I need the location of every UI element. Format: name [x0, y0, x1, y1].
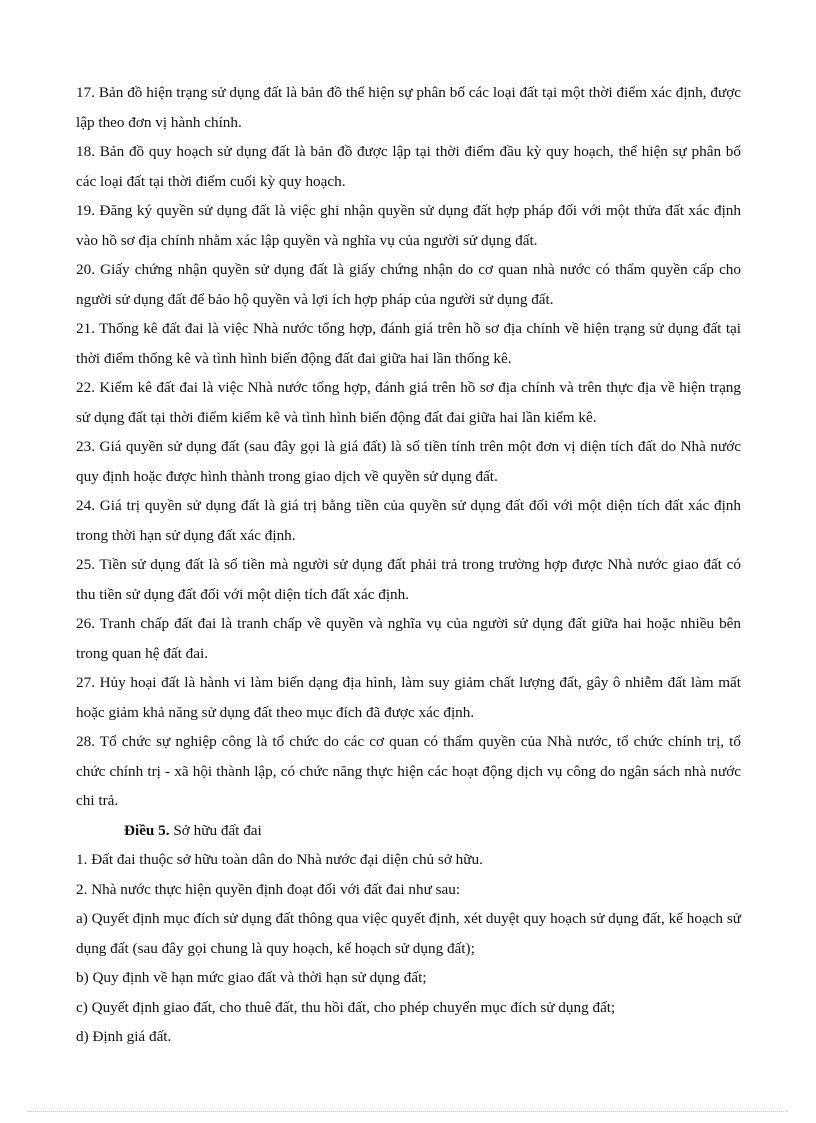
clause-2c: c) Quyết định giao đất, cho thuê đất, thu hồi đất, cho phép chuyển mục đích sử dụng đất;: [76, 998, 616, 1016]
article-5-heading: [76, 816, 741, 846]
paragraph-item-24: 24. Giá trị quyền sử dụng đất là giá trị bằng tiền của quyền sử dụng đất đối với một diện tích đất xác định trong thời hạn sử dụng đất xác định.: [76, 497, 741, 544]
paragraph-item-21: 21. Thống kê đất đai là việc Nhà nước tổng hợp, đánh giá trên hồ sơ địa chính về hiện trạng sử dụng đất tại thời điểm thống kê và tình hình biến động đất đai giữa hai lần thống kê.: [76, 320, 741, 367]
paragraph-item-23: 23. Giá quyền sử dụng đất (sau đây gọi là giá đất) là số tiền tính trên một đơn vị diện tích đất do Nhà nước quy định hoặc được hình thành trong giao dịch về quyền sử dụng đất.: [76, 438, 741, 485]
paragraph-item-25: 25. Tiền sử dụng đất là số tiền mà người sử dụng đất phải trả trong trường hợp được Nhà nước giao đất có thu tiền sử dụng đất đối với một diện tích đất xác định.: [76, 556, 741, 603]
clause-1: 1. Đất đai thuộc sở hữu toàn dân do Nhà nước đại diện chủ sở hữu.: [76, 851, 483, 868]
article-5-title: Sở hữu đất đai: [173, 821, 262, 839]
paragraph-item-22: 22. Kiểm kê đất đai là việc Nhà nước tổng hợp, đánh giá trên hồ sơ địa chính và trên thực địa về hiện trạng sử dụng đất tại thời điểm kiểm kê và tình hình biến động đất đai giữa hai lần kiểm kê.: [76, 379, 741, 426]
page-bottom-divider: [28, 1111, 788, 1112]
clause-2a: a) Quyết định mục đích sử dụng đất thông qua việc quyết định, xét duyệt quy hoạch sử dụng đất, kế hoạch sử dụng đất (sau đây gọi chung là quy hoạch, kế hoạch sử dụng đất);: [76, 910, 741, 957]
paragraph-item-27: 27. Hủy hoại đất là hành vi làm biến dạng địa hình, làm suy giảm chất lượng đất, gây ô nhiễm đất làm mất hoặc giảm khả năng sử dụng đất theo mục đích đã được xác định.: [76, 674, 741, 721]
clause-2b: b) Quy định về hạn mức giao đất và thời hạn sử dụng đất;: [76, 969, 427, 986]
clause-2: 2. Nhà nước thực hiện quyền định đoạt đối với đất đai như sau:: [76, 880, 461, 898]
paragraph-item-26: 26. Tranh chấp đất đai là tranh chấp về quyền và nghĩa vụ của người sử dụng đất giữa hai hoặc nhiều bên trong quan hệ đất đai.: [76, 615, 741, 662]
clause-2d: d) Định giá đất.: [76, 1028, 172, 1045]
document-body: [76, 78, 741, 1052]
paragraph-item-20: 20. Giấy chứng nhận quyền sử dụng đất là giấy chứng nhận do cơ quan nhà nước có thẩm quyền cấp cho người sử dụng đất để bảo hộ quyền và lợi ích hợp pháp của người sử dụng đất.: [76, 261, 741, 308]
paragraph-item-18: 18. Bản đồ quy hoạch sử dụng đất là bản đồ được lập tại thời điểm đầu kỳ quy hoạch, thể hiện sự phân bổ các loại đất tại thời điểm cuối kỳ quy hoạch.: [76, 143, 741, 190]
article-5-label: Điều 5.: [124, 821, 170, 839]
paragraph-item-17: 17. Bản đồ hiện trạng sử dụng đất là bản đồ thể hiện sự phân bố các loại đất tại một thời điểm xác định, được lập theo đơn vị hành chính.: [76, 84, 741, 131]
paragraph-item-19: 19. Đăng ký quyền sử dụng đất là việc ghi nhận quyền sử dụng đất hợp pháp đối với một thửa đất xác định vào hồ sơ địa chính nhằm xác lập quyền và nghĩa vụ của người sử dụng đất.: [76, 202, 741, 249]
paragraph-item-28: 28. Tổ chức sự nghiệp công là tổ chức do các cơ quan có thẩm quyền của Nhà nước, tổ chức chính trị, tổ chức chính trị - xã hội thành lập, có chức năng thực hiện các hoạt động dịch vụ công do ngân sách nhà nước chi trả.: [76, 733, 741, 809]
